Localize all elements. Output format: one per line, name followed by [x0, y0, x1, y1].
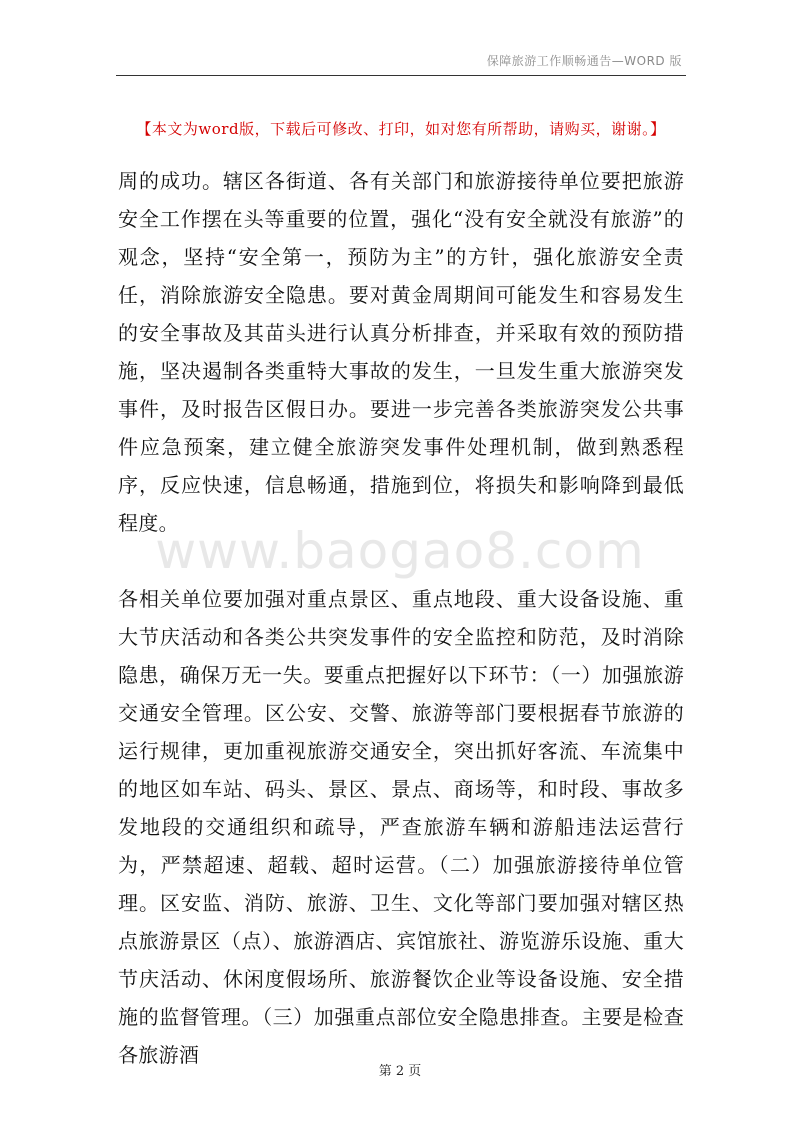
- body-paragraph-1: 周的成功。辖区各街道、各有关部门和旅游接待单位要把旅游安全工作摆在头等重要的位置，强化“没有安全就没有旅游”的观念，坚持“安全第一，预防为主”的方针，强化旅游安全责任，消除旅游安全隐患。要对黄金周期间可能发生和容易发生的安全事故及其苗头进行认真分析排查，并采取有效的预防措施，坚决遏制各类重特大事故的发生，一旦发生重大旅游突发事件，及时报告区假日办。要进一步完善各类旅游突发公共事件应急预案，建立健全旅游突发事件处理机制，做到熟悉程序，反应快速，信息畅通，措施到位，将损失和影响降到最低程度。: [118, 169, 684, 535]
- body-paragraph-2: 各相关单位要加强对重点景区、重点地段、重大设备设施、重大节庆活动和各类公共突发事件的安全监控和防范，及时消除隐患，确保万无一失。要重点把握好以下环节：（一）加强旅游交通安全管理。区公安、交警、旅游等部门要根据春节旅游的运行规律，更加重视旅游交通安全，突出抓好客流、车流集中的地区如车站、码头、景区、景点、商场等，和时段、事故多发地段的交通组织和疏导，严查旅游车辆和游船违法运营行为，严禁超速、超载、超时运营。（二）加强旅游接待单位管理。区安监、消防、旅游、卫生、文化等部门要加强对辖区热点旅游景区（点）、旅游酒店、宾馆旅社、游览游乐设施、重大节庆活动、休闲度假场所、旅游餐饮企业等设备设施、安全措施的监督管理。（三）加强重点部位安全隐患排查。主要是检查各旅游酒: [118, 587, 684, 1067]
- page-number: 第 2 页: [378, 1064, 422, 1079]
- header-title: 保障旅游工作顺畅通告—WORD 版: [486, 54, 682, 68]
- watermark: www.baogao8.com: [155, 522, 645, 580]
- download-notice: 【本文为word版，下载后可修改、打印，如对您有所帮助，请购买，谢谢。】: [136, 120, 666, 138]
- header-divider: [116, 75, 686, 76]
